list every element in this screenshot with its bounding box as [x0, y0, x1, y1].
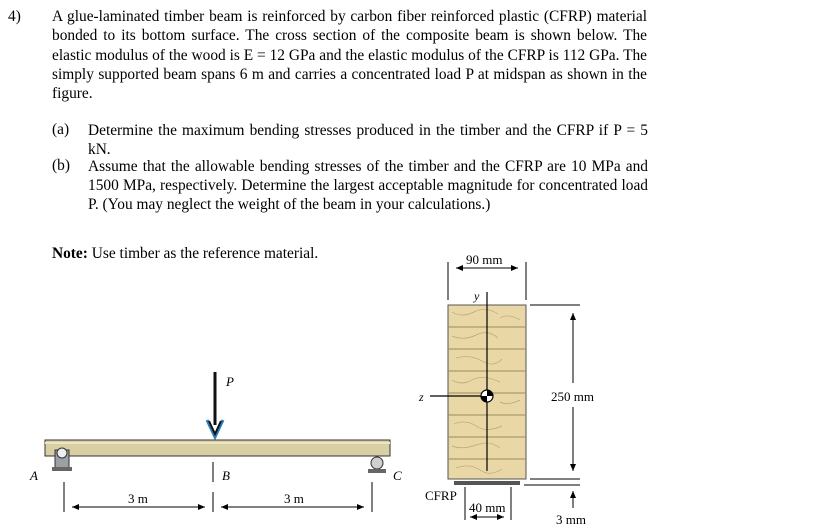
part-b-text: Assume that the allowable bending stresses of the timber and the CFRP are 10 MPa and 1500 MPa, respectively. Determine the largest acceptable magnitude for concentrated load P. (You may neglect the weight of the beam in your calculations.): [88, 158, 648, 213]
centroid-icon: [481, 390, 493, 402]
y-axis-label: y: [474, 289, 480, 303]
note-text: Use timber as the reference material.: [87, 245, 319, 262]
span-dimension: [64, 482, 372, 512]
load-arrow-p: [207, 372, 223, 437]
roller-support-c: [368, 457, 386, 473]
pin-support-a: [52, 448, 72, 471]
z-axis-label: z: [419, 390, 424, 404]
section-width-label: 90 mm: [466, 252, 503, 267]
problem-statement: A glue-laminated timber beam is reinforced by carbon fiber reinforced plastic (CFRP) material bonded to its bottom surface. The cross section of the composite beam is shown below. The elastic modulus of the wood is E = 12 GPa and the elastic modulus of the CFRP is 112 GPa. The simply supported beam spans 6 m and carries a concentrated load P at midspan as shown in the figure.: [52, 8, 647, 103]
part-a-label: (a): [52, 121, 70, 138]
cfrp-label: CFRP: [425, 488, 457, 503]
span-left-label: 3 m: [128, 491, 148, 506]
point-a-label: A: [30, 468, 38, 483]
part-b-label: (b): [52, 157, 70, 174]
load-label-p: P: [226, 374, 234, 389]
cfrp-thickness-label: 3 mm: [556, 512, 586, 527]
problem-number: 4): [8, 8, 21, 25]
point-c-label: C: [393, 468, 402, 483]
cfrp-thickness-dimension: [524, 485, 580, 508]
section-height-label: 250 mm: [551, 389, 594, 404]
cfrp-width-label: 40 mm: [469, 500, 506, 515]
cfrp-strip: [454, 481, 520, 485]
span-right-label: 3 m: [284, 491, 304, 506]
note-label: Note:: [52, 245, 88, 262]
point-b-label: B: [222, 468, 230, 483]
part-a-text: Determine the maximum bending stresses produced in the timber and the CFRP if P = 5 kN.: [88, 122, 648, 158]
